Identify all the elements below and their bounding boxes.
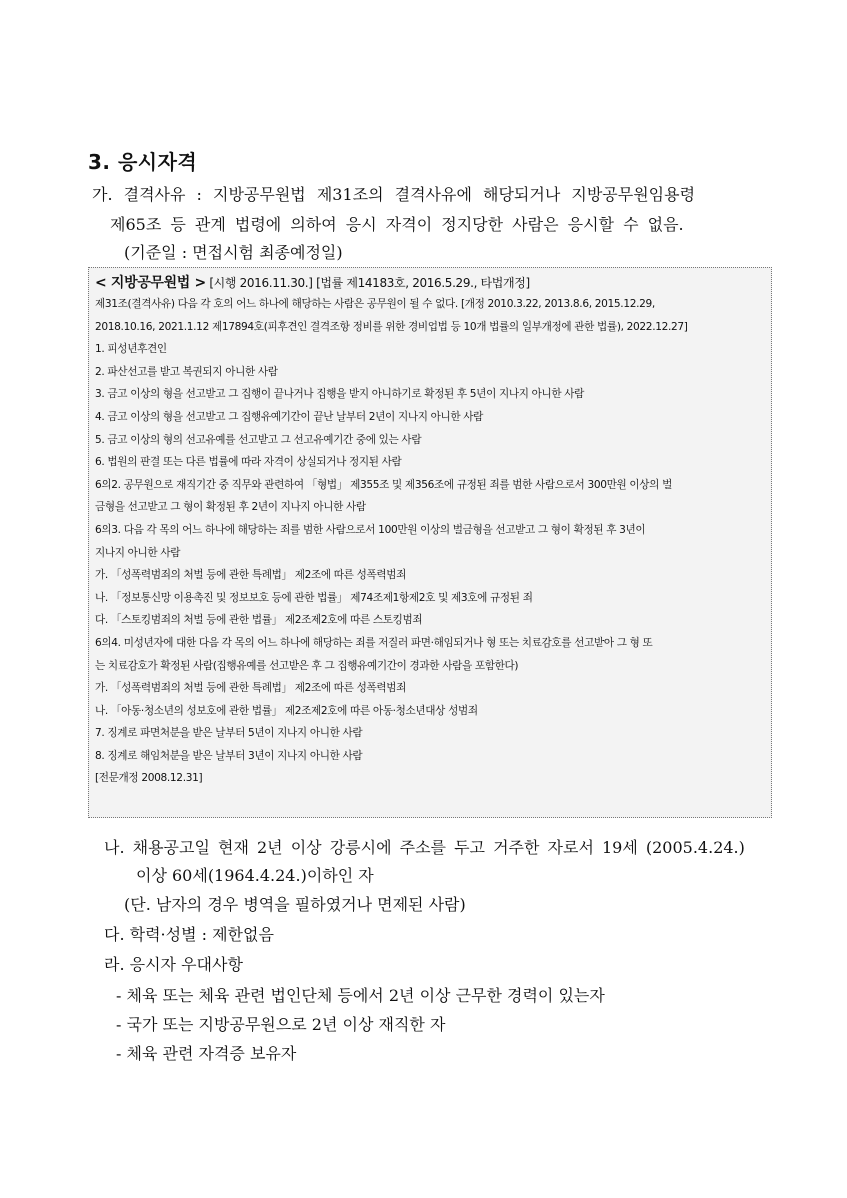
law-line: 7. 징계로 파면처분을 받은 날부터 5년이 지나지 아니한 사람: [95, 727, 363, 740]
law-line: 3. 금고 이상의 형을 선고받고 그 집행이 끝나거나 집행을 받지 아니하기로 확정된 후 5년이 지나지 아니한 사람: [95, 388, 585, 401]
item-na-note: (단. 남자의 경우 병역을 필하였거나 면제된 사람): [124, 895, 466, 914]
section-title: 3. 응시자격: [88, 150, 198, 174]
law-line: 6. 법원의 판결 또는 다른 법률에 따라 자격이 상실되거나 정지된 사람: [95, 456, 402, 469]
item-ga-line-2: 제65조 등 관계 법령에 의하여 응시 자격이 정지당한 사람은 응시할 수 없음.: [110, 215, 684, 234]
item-ga-line-1: 가. 결격사유 : 지방공무원법 제31조의 결격사유에 해당되거나 지방공무원임용령: [92, 185, 696, 204]
law-line: 2018.10.16, 2021.1.12 제17894호(피후견인 결격조항 정비를 위한 경비업법 등 10개 법률의 일부개정에 관한 법률), 2022.12.27]: [95, 320, 688, 333]
law-line: 금형을 선고받고 그 형이 확정된 후 2년이 지나지 아니한 사람: [95, 501, 366, 514]
law-line: 나. 「정보통신망 이용촉진 및 정보보호 등에 관한 법률」 제74조제1항제2호 및 제3호에 규정된 죄: [95, 591, 533, 604]
item-ra-heading: 라. 응시자 우대사항: [104, 955, 243, 974]
law-name: < 지방공무원법 >: [95, 275, 206, 291]
law-line: 는 치료감호가 확정된 사람(집행유예를 선고받은 후 그 집행유예기간이 경과한 사람을 포함한다): [95, 659, 519, 672]
preference-item: - 국가 또는 지방공무원으로 2년 이상 재직한 자: [116, 1015, 446, 1034]
item-da: 다. 학력·성별 : 제한없음: [104, 925, 274, 944]
law-line: 5. 금고 이상의 형의 선고유예를 선고받고 그 선고유예기간 중에 있는 사람: [95, 433, 422, 446]
law-line: 나. 「아동·청소년의 성보호에 관한 법률」 제2조제2호에 따른 아동·청소년대상 성범죄: [95, 704, 478, 717]
law-line: 6의3. 다음 각 목의 어느 하나에 해당하는 죄를 범한 사람으로서 100만원 이상의 벌금형을 선고받고 그 형이 확정된 후 3년이: [95, 523, 646, 536]
preference-item: - 체육 관련 자격증 보유자: [116, 1044, 297, 1063]
law-header: [95, 273, 765, 293]
law-line: [전문개정 2008.12.31]: [95, 772, 203, 785]
law-meta: [시행 2016.11.30.] [법률 제14183호, 2016.5.29., 타법개정]: [205, 276, 530, 290]
law-line: 8. 징계로 해임처분을 받은 날부터 3년이 지나지 아니한 사람: [95, 749, 363, 762]
law-line: 제31조(결격사유) 다음 각 호의 어느 하나에 해당하는 사람은 공무원이 될 수 없다. [개정 2010.3.22, 2013.8.6, 2015.12.29,: [95, 298, 655, 310]
law-line: 4. 금고 이상의 형을 선고받고 그 집행유예기간이 끝난 날부터 2년이 지나지 아니한 사람: [95, 410, 484, 423]
law-line: 다. 「스토킹범죄의 처벌 등에 관한 법률」 제2조제2호에 따른 스토킹범죄: [95, 614, 423, 627]
preference-item: - 체육 또는 체육 관련 법인단체 등에서 2년 이상 근무한 경력이 있는자: [116, 986, 605, 1005]
law-line: 2. 파산선고를 받고 복권되지 아니한 사람: [95, 365, 278, 378]
law-excerpt-box: [88, 267, 772, 818]
law-line: 가. 「성폭력범죄의 처벌 등에 관한 특례법」 제2조에 따른 성폭력범죄: [95, 569, 407, 582]
item-ga-reference-date: (기준일 : 면접시험 최종예정일): [124, 243, 343, 262]
item-na-line-1: 나. 채용공고일 현재 2년 이상 강릉시에 주소를 두고 거주한 자로서 19세 (2005.4.24.): [104, 838, 745, 857]
law-line: 6의4. 미성년자에 대한 다음 각 목의 어느 하나에 해당하는 죄를 저질러 파면·해임되거나 형 또는 치료감호를 선고받아 그 형 또: [95, 636, 653, 649]
law-line: 지나지 아니한 사람: [95, 546, 181, 559]
item-na-line-2: 이상 60세(1964.4.24.)이하인 자: [136, 866, 374, 885]
law-line: 1. 피성년후견인: [95, 343, 167, 356]
law-line: 6의2. 공무원으로 재직기간 중 직무와 관련하여 「형법」 제355조 및 제356조에 규정된 죄를 범한 사람으로서 300만원 이상의 벌: [95, 478, 672, 491]
law-line: 가. 「성폭력범죄의 처벌 등에 관한 특례법」 제2조에 따른 성폭력범죄: [95, 682, 407, 695]
